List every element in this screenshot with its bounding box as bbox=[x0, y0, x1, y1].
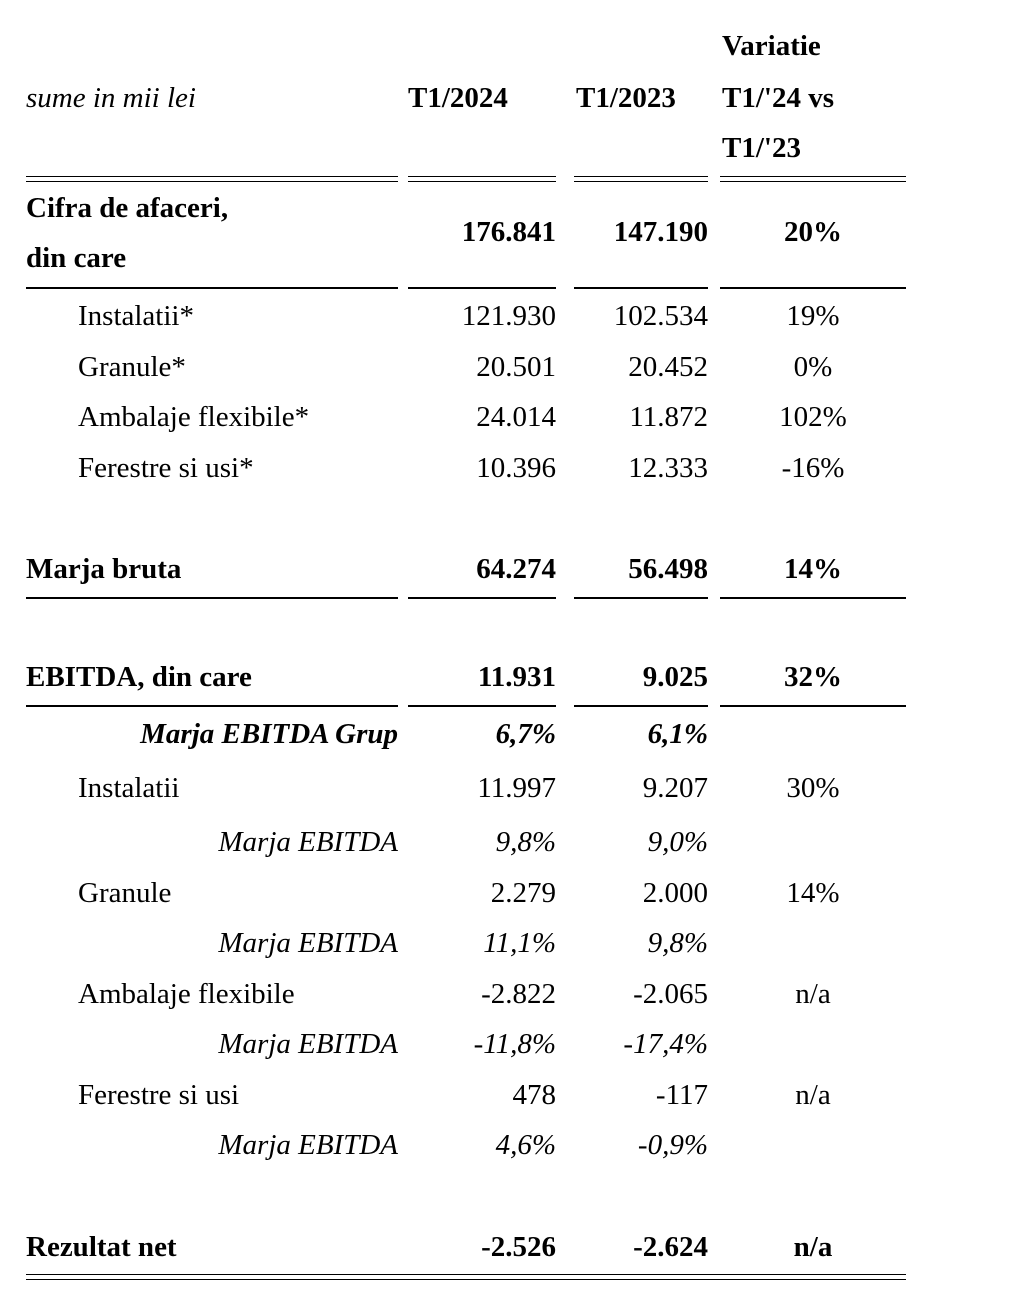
ebitda-item-variation: 14% bbox=[786, 877, 840, 909]
ebitda-item-label: Granule bbox=[78, 877, 172, 909]
gross-margin-2023: 56.498 bbox=[628, 553, 708, 585]
ebitda-item-margin-label: Marja EBITDA bbox=[218, 1028, 398, 1060]
net-result-2024: -2.526 bbox=[481, 1231, 556, 1263]
ebitda-item-2023: 2.000 bbox=[642, 877, 708, 909]
revenue-item-2024: 24.014 bbox=[476, 401, 556, 433]
revenue-label-line1: Cifra de afaceri, bbox=[26, 192, 229, 224]
revenue-item-2024: 10.396 bbox=[476, 452, 556, 484]
header-rule-2023 bbox=[574, 176, 708, 182]
net-result-rule bbox=[26, 1274, 906, 1280]
ebitda-item-2024: 2.279 bbox=[490, 877, 556, 909]
ebitda-item-margin-label: Marja EBITDA bbox=[218, 927, 398, 959]
ebitda-item-2024: 478 bbox=[512, 1079, 556, 1111]
header-rule-2024 bbox=[408, 176, 556, 182]
revenue-item-label: Instalatii* bbox=[78, 300, 194, 332]
ebitda-item-margin-label: Marja EBITDA bbox=[218, 1129, 398, 1161]
gross-margin-rule-2024 bbox=[408, 597, 556, 599]
revenue-item-2023: 12.333 bbox=[628, 452, 708, 484]
ebitda-item-margin-2023: 9,0% bbox=[647, 826, 708, 858]
ebitda-item-2023: -2.065 bbox=[633, 978, 708, 1010]
header-rule-label bbox=[26, 176, 398, 182]
ebitda-2023: 9.025 bbox=[642, 661, 708, 693]
ebitda-item-margin-2024: 11,1% bbox=[483, 927, 556, 959]
ebitda-item-2023: 9.207 bbox=[642, 772, 708, 804]
ebitda-group-margin-2024: 6,7% bbox=[495, 718, 556, 750]
ebitda-variation: 32% bbox=[784, 661, 842, 693]
ebitda-group-margin-label: Marja EBITDA Grup bbox=[140, 718, 398, 750]
ebitda-item-margin-2024: -11,8% bbox=[473, 1028, 556, 1060]
revenue-item-2024: 121.930 bbox=[461, 300, 556, 332]
revenue-item-variation: 102% bbox=[779, 401, 847, 433]
ebitda-item-margin-2024: 4,6% bbox=[495, 1129, 556, 1161]
net-result-label: Rezultat net bbox=[26, 1231, 177, 1263]
revenue-rule-2023 bbox=[574, 287, 708, 289]
revenue-rule-label bbox=[26, 287, 398, 289]
revenue-label-line2: din care bbox=[26, 242, 127, 274]
ebitda-2024: 11.931 bbox=[477, 661, 556, 693]
ebitda-item-margin-2023: -0,9% bbox=[637, 1129, 708, 1161]
ebitda-item-2024: -2.822 bbox=[481, 978, 556, 1010]
header-variation-line3: T1/'23 bbox=[722, 132, 801, 164]
gross-margin-rule-2023 bbox=[574, 597, 708, 599]
revenue-item-label: Ambalaje flexibile* bbox=[78, 401, 310, 433]
header-variation-line2: T1/'24 vs bbox=[722, 82, 834, 114]
revenue-rule-2024 bbox=[408, 287, 556, 289]
revenue-item-2023: 102.534 bbox=[613, 300, 708, 332]
header-variation-line1: Variatie bbox=[722, 30, 821, 62]
units-label: sume in mii lei bbox=[26, 82, 196, 114]
ebitda-item-variation: n/a bbox=[795, 1079, 831, 1111]
ebitda-rule-variation bbox=[720, 705, 906, 707]
gross-margin-variation: 14% bbox=[784, 553, 842, 585]
ebitda-item-label: Ambalaje flexibile bbox=[78, 978, 295, 1010]
gross-margin-rule-variation bbox=[720, 597, 906, 599]
ebitda-rule-2024 bbox=[408, 705, 556, 707]
ebitda-item-label: Ferestre si usi bbox=[78, 1079, 240, 1111]
header-col-2023: T1/2023 bbox=[576, 82, 676, 114]
revenue-item-variation: -16% bbox=[781, 452, 845, 484]
gross-margin-label: Marja bruta bbox=[26, 553, 182, 585]
ebitda-item-margin-label: Marja EBITDA bbox=[218, 826, 398, 858]
header-col-2024: T1/2024 bbox=[408, 82, 508, 114]
revenue-item-2023: 11.872 bbox=[629, 401, 708, 433]
revenue-item-label: Ferestre si usi* bbox=[78, 452, 254, 484]
revenue-item-variation: 19% bbox=[786, 300, 840, 332]
revenue-item-2024: 20.501 bbox=[476, 351, 556, 383]
net-result-variation: n/a bbox=[793, 1231, 833, 1263]
header-rule-variation bbox=[720, 176, 906, 182]
revenue-2024: 176.841 bbox=[461, 216, 556, 248]
ebitda-label: EBITDA, din care bbox=[26, 661, 252, 693]
revenue-item-label: Granule* bbox=[78, 351, 186, 383]
revenue-item-2023: 20.452 bbox=[628, 351, 708, 383]
ebitda-item-margin-2023: -17,4% bbox=[623, 1028, 708, 1060]
revenue-rule-variation bbox=[720, 287, 906, 289]
ebitda-item-variation: 30% bbox=[786, 772, 840, 804]
ebitda-item-variation: n/a bbox=[795, 978, 831, 1010]
revenue-item-variation: 0% bbox=[793, 351, 833, 383]
gross-margin-rule-label bbox=[26, 597, 398, 599]
ebitda-item-2024: 11.997 bbox=[477, 772, 556, 804]
revenue-variation: 20% bbox=[784, 216, 842, 248]
ebitda-item-label: Instalatii bbox=[78, 772, 180, 804]
revenue-2023: 147.190 bbox=[613, 216, 708, 248]
ebitda-item-margin-2023: 9,8% bbox=[647, 927, 708, 959]
ebitda-rule-label bbox=[26, 705, 398, 707]
ebitda-item-margin-2024: 9,8% bbox=[495, 826, 556, 858]
net-result-2023: -2.624 bbox=[633, 1231, 708, 1263]
gross-margin-2024: 64.274 bbox=[476, 553, 556, 585]
ebitda-item-2023: -117 bbox=[655, 1079, 708, 1111]
ebitda-rule-2023 bbox=[574, 705, 708, 707]
ebitda-group-margin-2023: 6,1% bbox=[647, 718, 708, 750]
